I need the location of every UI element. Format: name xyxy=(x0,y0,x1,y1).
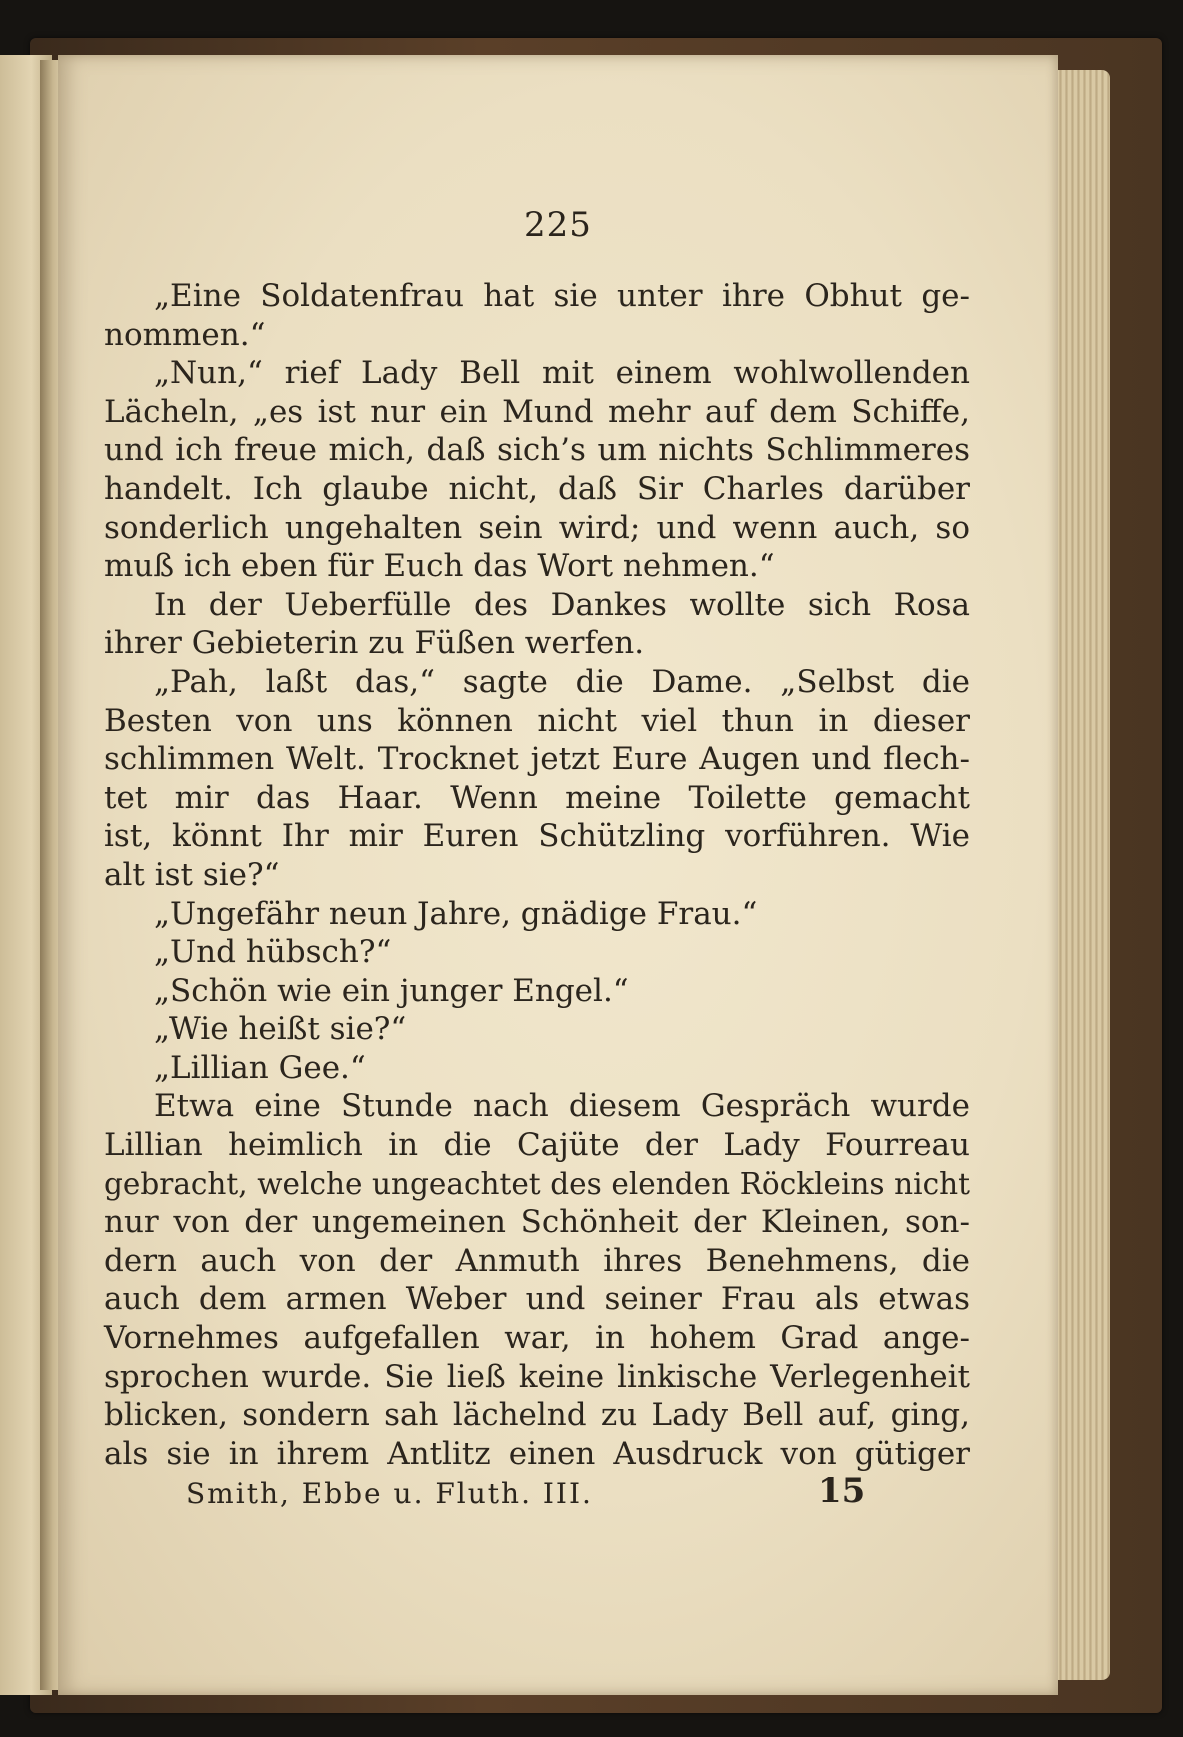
text-line: muß ich eben für Euch das Wort nehmen.“ xyxy=(104,548,775,585)
page-number: 225 xyxy=(524,205,592,245)
text-line: ihrer Gebieterin zu Füßen werfen. xyxy=(104,625,645,662)
text-line: und ich freue mich, daß sich’s um nichts Schlimmeres xyxy=(104,432,970,469)
text-line: „Pah, laßt das,“ sagte die Dame. „Selbst die xyxy=(154,663,970,700)
text-line: auch dem armen Weber und seiner Frau als etwas xyxy=(104,1281,970,1318)
text-line: „Ungefähr neun Jahre, gnädige Frau.“ xyxy=(154,895,758,932)
text-line: als sie in ihrem Antlitz einen Ausdruck von gütiger xyxy=(104,1435,970,1472)
text-line: In der Ueberfülle des Dankes wollte sich Rosa xyxy=(154,586,970,623)
text-line: „Lillian Gee.“ xyxy=(154,1049,366,1086)
text-line: ist, könnt Ihr mir Euren Schützling vorführen. Wie xyxy=(104,818,970,855)
text-line: „Wie heißt sie?“ xyxy=(154,1011,407,1048)
text-line: tet mir das Haar. Wenn meine Toilette gemacht xyxy=(104,779,970,816)
text-line: handelt. Ich glaube nicht, daß Sir Charles darüber xyxy=(104,470,970,507)
text-line: Besten von uns können nicht viel thun in dieser xyxy=(104,702,970,739)
text-line: nommen.“ xyxy=(104,316,266,353)
text-line: blicken, sondern sah lächelnd zu Lady Bell auf, ging, xyxy=(104,1397,970,1434)
text-line: Lillian heimlich in die Cajüte der Lady Fourreau xyxy=(104,1127,970,1164)
text-line: „Nun,“ rief Lady Bell mit einem wohlwollenden xyxy=(154,355,970,392)
text-line: „Schön wie ein junger Engel.“ xyxy=(154,972,629,1009)
text-line: „Eine Soldatenfrau hat sie unter ihre Obhut ge- xyxy=(154,278,970,314)
page-stack-edge xyxy=(1050,70,1110,1680)
text-line: Etwa eine Stunde nach diesem Gespräch wurde xyxy=(154,1088,970,1125)
text-line: Vornehmes aufgefallen war, in hohem Grad ange- xyxy=(104,1320,970,1357)
text-line: gebracht, welche ungeachtet des elenden Röckleins nicht xyxy=(104,1166,970,1201)
text-line: alt ist sie?“ xyxy=(104,856,280,893)
text-line: sonderlich ungehalten sein wird; und wenn auch, so xyxy=(104,509,970,546)
footer-source: Smith, Ebbe u. Fluth. III. xyxy=(186,1477,593,1510)
book-page xyxy=(58,55,1058,1695)
text-line: „Und hübsch?“ xyxy=(154,934,392,971)
text-line: sprochen wurde. Sie ließ keine linkische Verlegenheit xyxy=(104,1358,970,1395)
text-line: nur von der ungemeinen Schönheit der Kleinen, son- xyxy=(104,1204,970,1241)
text-line: dern auch von der Anmuth ihres Benehmens, die xyxy=(104,1242,970,1279)
signature-number: 15 xyxy=(818,1471,866,1511)
text-line: Lächeln, „es ist nur ein Mund mehr auf dem Schiffe, xyxy=(104,393,970,430)
page-text xyxy=(104,277,970,1473)
text-line: schlimmen Welt. Trocknet jetzt Eure Augen und flech- xyxy=(104,741,970,778)
